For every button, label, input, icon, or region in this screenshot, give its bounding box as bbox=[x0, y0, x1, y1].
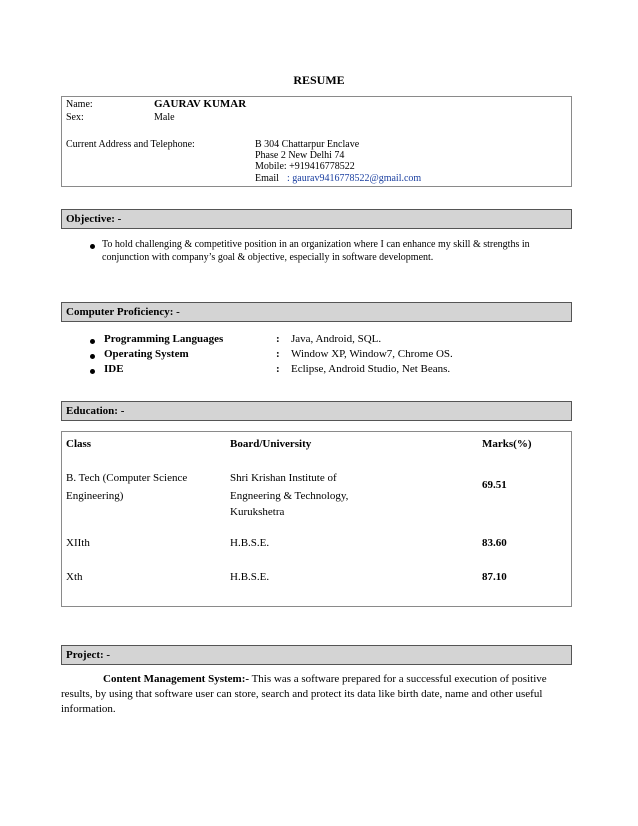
table-header-marks: Marks(%) bbox=[482, 438, 532, 450]
table-cell-marks: 87.10 bbox=[482, 571, 507, 583]
skill-label-programming: Programming Languages bbox=[104, 333, 224, 345]
skill-value-os: Window XP, Window7, Chrome OS. bbox=[291, 348, 453, 360]
table-cell-class: B. Tech (Computer Science bbox=[66, 472, 188, 484]
bullet-icon bbox=[90, 339, 95, 344]
table-cell-marks: 83.60 bbox=[482, 537, 507, 549]
bullet-icon bbox=[90, 244, 95, 249]
personal-info-box bbox=[61, 96, 572, 187]
table-header-board: Board/University bbox=[230, 438, 312, 450]
objective-line2: conjunction with company’s goal & objective, especially in software development. bbox=[102, 252, 434, 263]
objective-heading: Objective: - bbox=[61, 209, 572, 229]
objective-line1: To hold challenging & competitive position in an organization where I can enhance my skill & strengths in bbox=[102, 239, 530, 250]
name-label: Name: bbox=[66, 99, 93, 110]
project-line1: This was a software prepared for a successful execution of positive bbox=[249, 673, 547, 685]
table-cell-class: Xth bbox=[66, 571, 83, 583]
address-line1: B 304 Chattarpur Enclave bbox=[255, 139, 360, 150]
education-heading: Education: - bbox=[61, 401, 572, 421]
bullet-icon bbox=[90, 369, 95, 374]
page-title: RESUME bbox=[293, 73, 345, 87]
project-line3: information. bbox=[61, 703, 116, 715]
mobile-number: Mobile: +919416778522 bbox=[255, 161, 355, 172]
name-value: GAURAV KUMAR bbox=[154, 98, 247, 110]
skill-label-os: Operating System bbox=[104, 348, 189, 360]
address-line2: Phase 2 New Delhi 74 bbox=[255, 150, 345, 161]
table-header-class: Class bbox=[66, 438, 92, 450]
skill-value-programming: Java, Android, SQL. bbox=[291, 333, 382, 345]
address-label: Current Address and Telephone: bbox=[66, 139, 195, 150]
table-cell-board: Engneering & Technology, bbox=[230, 490, 349, 502]
table-cell-board: H.B.S.E. bbox=[230, 537, 270, 549]
bullet-icon bbox=[90, 354, 95, 359]
table-cell-marks: 69.51 bbox=[482, 479, 507, 491]
sex-label: Sex: bbox=[66, 112, 84, 123]
email-link[interactable]: : gaurav9416778522@gmail.com bbox=[287, 173, 422, 184]
table-cell-board: Kurukshetra bbox=[230, 506, 285, 518]
table-cell-board: H.B.S.E. bbox=[230, 571, 270, 583]
project-line2: results, by using that software user can store, search and protect its data like birth date, name and other useful bbox=[61, 688, 543, 700]
skill-separator: : bbox=[276, 363, 280, 375]
project-description bbox=[61, 672, 576, 717]
skill-separator: : bbox=[276, 348, 280, 360]
skill-label-ide: IDE bbox=[104, 363, 124, 375]
table-cell-class: Engineering) bbox=[66, 490, 124, 502]
skill-value-ide: Eclipse, Android Studio, Net Beans. bbox=[291, 363, 451, 375]
project-heading: Project: - bbox=[61, 645, 572, 665]
email-label: Email bbox=[255, 173, 279, 184]
skill-separator: : bbox=[276, 333, 280, 345]
sex-value: Male bbox=[154, 112, 175, 123]
table-cell-class: XIIth bbox=[66, 537, 90, 549]
table-cell-board: Shri Krishan Institute of bbox=[230, 472, 337, 484]
project-title: Content Management System:- bbox=[103, 673, 250, 685]
computer-proficiency-heading: Computer Proficiency: - bbox=[61, 302, 572, 322]
education-table bbox=[61, 431, 572, 607]
